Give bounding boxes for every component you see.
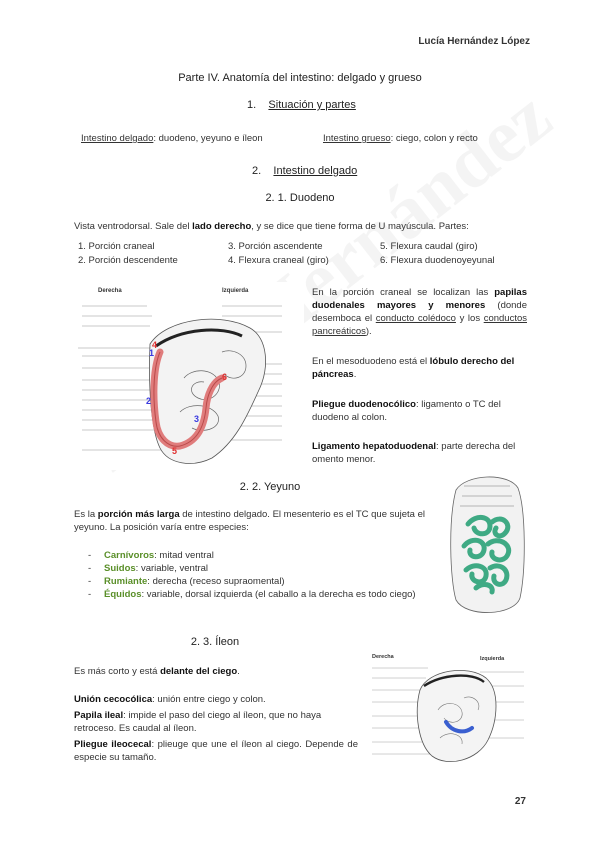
- duodeno-part-4: 4. Flexura craneal (giro): [228, 255, 329, 266]
- species-name: Rumiante: [104, 576, 148, 587]
- text-span: : parte derecha del omento menor.: [312, 441, 516, 465]
- text-span: (donde desemboca el: [312, 300, 527, 324]
- duodeno-part-3: 3. Porción ascendente: [228, 241, 323, 252]
- species-item: [86, 549, 441, 562]
- duodeno-part-6: 6. Flexura duodenoyeyunal: [380, 255, 495, 266]
- intestino-delgado-line: [81, 132, 263, 145]
- ileum-figure: [368, 650, 528, 774]
- ileon-p3: [74, 709, 364, 735]
- species-item: [86, 588, 441, 601]
- fig3-label-right: Izquierda: [480, 656, 505, 662]
- duodeno-part-2: 2. Porción descendente: [78, 255, 178, 266]
- bold-span: papilas duodenales mayores y menores: [312, 287, 527, 311]
- section-number: 2.: [252, 165, 262, 177]
- text-span: En el mesoduodeno está el: [312, 356, 430, 367]
- duodenum-number-2: 2: [146, 396, 152, 406]
- species-text: : variable, dorsal izquierda (el caballo a la derecha es todo ciego): [141, 589, 416, 600]
- subsection-yeyuno-title: 2. 2. Yeyuno: [239, 481, 301, 493]
- duodeno-text-p4: [312, 440, 527, 466]
- page-number: 27: [514, 796, 526, 807]
- duodeno-part-1: 1. Porción craneal: [78, 241, 155, 252]
- duodeno-text-p1: [312, 286, 527, 338]
- bold-span: Pliegue duodenocólico: [312, 399, 416, 410]
- text-span: Es la: [74, 509, 98, 520]
- bold-span: lóbulo derecho del páncreas: [312, 356, 515, 380]
- duodenum-number-5: 5: [172, 446, 178, 456]
- duodeno-intro: [74, 220, 469, 233]
- underline-span: conducto colédoco: [375, 313, 456, 324]
- fig-label-left: Derecha: [98, 288, 122, 294]
- bold-span: porción más larga: [97, 509, 180, 520]
- bold-span: delante del ciego: [160, 666, 238, 677]
- species-text: : variable, ventral: [135, 563, 209, 574]
- ileum-illustration: [368, 650, 528, 774]
- duodenum-illustration: [72, 282, 304, 470]
- duodenum-number-3: 3: [194, 414, 200, 424]
- duodenum-figure: [72, 282, 304, 470]
- ileon-p4: [74, 738, 358, 764]
- duodeno-part-5: 5. Flexura caudal (giro): [380, 241, 478, 252]
- fig-label-right: Izquierda: [222, 288, 249, 294]
- species-name: Suidos: [104, 563, 136, 574]
- part-title: Parte IV. Anatomía del intestino: delgado y grueso: [178, 72, 422, 84]
- text-span: Vista ventrodorsal. Sale del: [74, 221, 193, 232]
- species-text: : derecha (receso supraomental): [147, 576, 285, 587]
- ileon-p2: [74, 693, 364, 706]
- fig3-label-left: Derecha: [372, 654, 394, 660]
- text-span: : impide el paso del ciego al íleon, que no haya retroceso. Es caudal al íleon.: [74, 710, 322, 734]
- intestino-delgado-label: Intestino delgado: [81, 133, 154, 144]
- intestino-delgado-text: : duodeno, yeyuno e íleon: [153, 133, 263, 144]
- author-name: Lucía Hernández López: [418, 36, 530, 47]
- intestino-grueso-label: Intestino grueso: [323, 133, 391, 144]
- species-name: Équidos: [104, 589, 142, 600]
- underline-span: conductos pancreáticos: [312, 313, 527, 337]
- intestino-grueso-text: : ciego, colon y recto: [390, 133, 478, 144]
- section-number: 1.: [247, 99, 257, 111]
- jejunum-figure: [446, 470, 528, 622]
- bold-span: Papila ileal: [74, 710, 124, 721]
- text-span: Es más corto y está: [74, 666, 161, 677]
- duodeno-text-p2: [312, 355, 527, 381]
- text-span: : ligamento o TC del duodeno al colon.: [312, 399, 501, 423]
- text-span: .: [237, 666, 240, 677]
- text-span: .: [353, 369, 357, 380]
- text-span: y los: [455, 313, 484, 324]
- section-2-heading: [252, 165, 357, 177]
- duodeno-text-p3: [312, 398, 527, 424]
- text-span: : plieuge que une el íleon al ciego. Depende de especie su tamaño.: [74, 739, 358, 763]
- duodenum-number-6: 6: [222, 372, 228, 382]
- species-item: [86, 575, 441, 588]
- species-name: Carnívoros: [104, 550, 155, 561]
- bold-span: Unión cecocólica: [74, 694, 153, 705]
- text-span: : unión entre ciego y colon.: [152, 694, 266, 705]
- text-span: En la porción craneal se localizan las: [312, 287, 495, 298]
- bold-span: Ligamento hepatoduodenal: [312, 441, 437, 452]
- bold-span: lado derecho: [192, 221, 252, 232]
- duodenum-number-4: 4: [152, 340, 158, 350]
- duodenum-number-1: 1: [149, 348, 155, 358]
- bold-span: Pliegue ileocecal: [74, 739, 152, 750]
- subsection-duodeno-title: 2. 1. Duodeno: [265, 192, 335, 204]
- yeyuno-intro: [74, 508, 439, 534]
- intestino-grueso-line: [323, 132, 478, 145]
- species-list: [86, 549, 441, 601]
- text-span: de intestino delgado. El mesenterio es el TC que sujeta el yeyuno. La posición varía entre especies:: [74, 509, 425, 533]
- species-item: [86, 562, 441, 575]
- section-title: Situación y partes: [268, 99, 356, 111]
- species-text: : mitad ventral: [154, 550, 214, 561]
- section-title: Intestino delgado: [273, 165, 358, 177]
- subsection-ileon-title: 2. 3. Íleon: [190, 636, 240, 648]
- ileon-p1: [74, 665, 354, 678]
- jejunum-illustration: [446, 470, 528, 622]
- text-span: , y se dice que tiene forma de U mayúscula. Partes:: [251, 221, 469, 232]
- text-span: ).: [365, 326, 372, 337]
- section-1-heading: [247, 99, 356, 111]
